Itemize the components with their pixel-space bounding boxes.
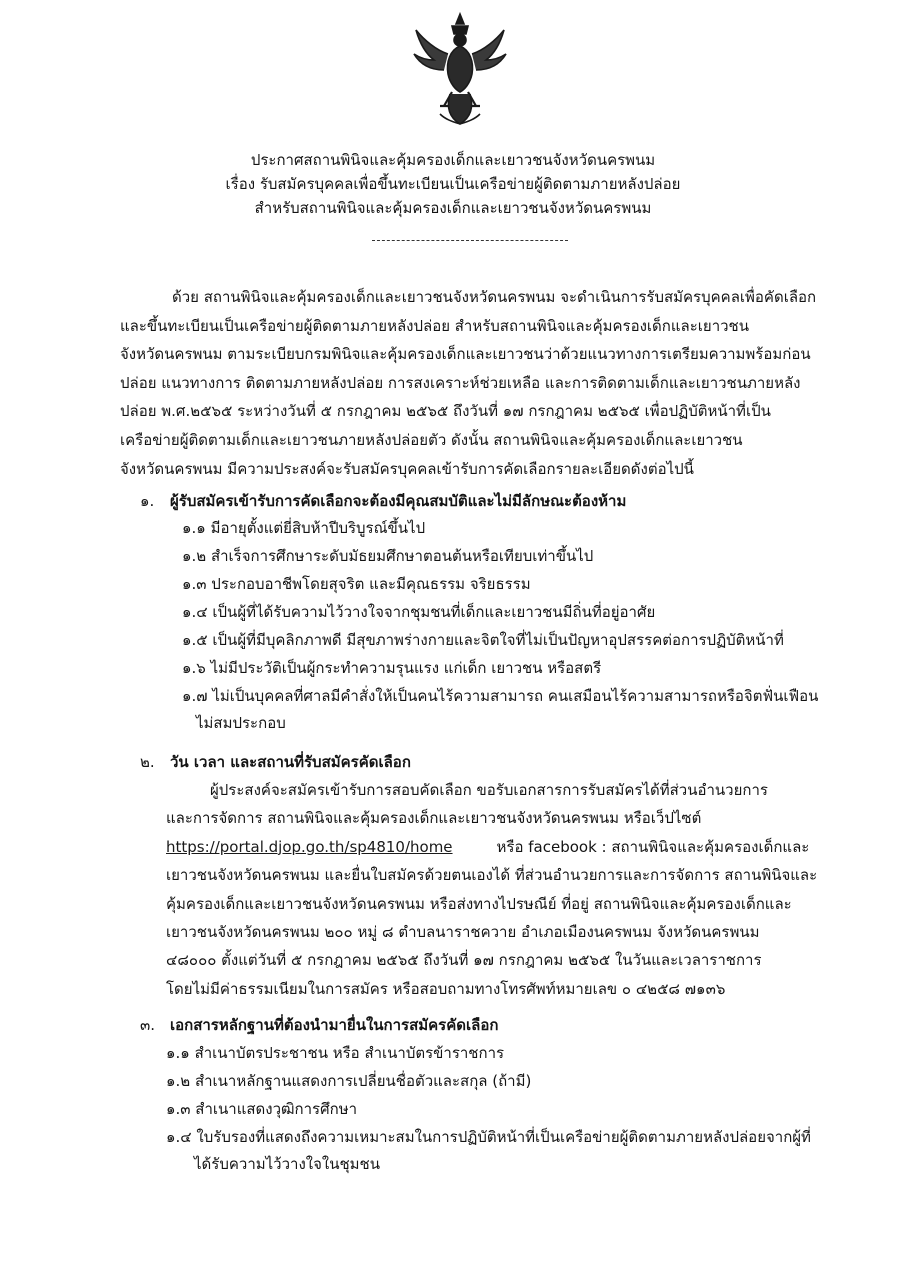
list-item: ๑.๒ สำเร็จการศึกษาระดับมัธยมศึกษาตอนต้นหรือเทียบเท่าขึ้นไป <box>182 547 594 565</box>
intro-line: จังหวัดนครพนม ตามระเบียบกรมพินิจและคุ้มครองเด็กและเยาวชนว่าด้วยแนวทางการเตรียมความพร้อมก่อน <box>120 345 811 364</box>
body-line: และการจัดการ สถานพินิจและคุ้มครองเด็กและเยาวชนจังหวัดนครพนม หรือเว็ปไซต์ <box>166 809 702 828</box>
section-2-heading <box>140 748 411 776</box>
garuda-emblem-icon <box>410 10 510 128</box>
body-line: เยาวชนจังหวัดนครพนม และยื่นใบสมัครด้วยตนเองได้ ที่ส่วนอำนวยการและการจัดการ สถานพินิจและ <box>166 866 818 885</box>
body-line: เยาวชนจังหวัดนครพนม ๒๐๐ หมู่ ๘ ตำบลนาราชควาย อำเภอเมืองนครพนม จังหวัดนครพนม <box>166 923 760 942</box>
body-line: ๔๘๐๐๐ ตั้งแต่วันที่ ๕ กรกฎาคม ๒๕๖๕ ถึงวันที่ ๑๗ กรกฎาคม ๒๕๖๕ ในวันและเวลาราชการ <box>166 951 762 970</box>
header-divider <box>372 240 568 241</box>
header-scope: สำหรับสถานพินิจและคุ้มครองเด็กและเยาวชนจังหวัดนครพนม <box>254 199 652 217</box>
intro-line: ปล่อย แนวทางการ ติดตามภายหลังปล่อย การสงเคราะห์ช่วยเหลือ และการติดตามเด็กและเยาวชนภายหลัง <box>120 373 801 392</box>
list-item: ๑.๓ สำเนาแสดงวุฒิการศึกษา <box>166 1100 358 1118</box>
list-item: ๑.๕ เป็นผู้ที่มีบุคลิกภาพดี มีสุขภาพร่างกายและจิตใจที่ไม่เป็นปัญหาอุปสรรคต่อการปฏิบัติหน้าที่ <box>182 631 784 649</box>
body-text: หรือ facebook : สถานพินิจและคุ้มครองเด็กและ <box>496 837 810 856</box>
list-item: ๑.๑ มีอายุตั้งแต่ยี่สิบห้าปีบริบูรณ์ขึ้นไป <box>182 519 426 537</box>
body-line: ผู้ประสงค์จะสมัครเข้ารับการสอบคัดเลือก ขอรับเอกสารการรับสมัครได้ที่ส่วนอำนวยการ <box>210 781 768 799</box>
section-2-body <box>166 776 822 1003</box>
section-3-heading <box>140 1011 498 1039</box>
intro-line: ปล่อย พ.ศ.๒๕๖๕ ระหว่างวันที่ ๕ กรกฎาคม ๒๕๖๕ ถึงวันที่ ๑๗ กรกฎาคม ๒๕๖๕ เพื่อปฏิบัติหน้าที่เป็น <box>120 402 771 421</box>
intro-line: ด้วย สถานพินิจและคุ้มครองเด็กและเยาวชนจังหวัดนครพนม จะดำเนินการรับสมัครบุคคลเพื่อคัดเลือก <box>172 288 817 306</box>
section-number: ๑. <box>140 492 155 510</box>
section-number: ๒. <box>140 753 155 771</box>
section-title: ผู้รับสมัครเข้ารับการคัดเลือกจะต้องมีคุณสมบัติและไม่มีลักษณะต้องห้าม <box>170 492 627 510</box>
list-item: ๑.๗ ไม่เป็นบุคคลที่ศาลมีคำสั่งให้เป็นคนไร้ความสามารถ คนเสมือนไร้ความสามารถหรือจิตฟั่นเฟือน <box>182 687 819 705</box>
list-item: ๑.๔ เป็นผู้ที่ได้รับความไว้วางใจจากชุมชนที่เด็กและเยาวชนมีถิ่นที่อยู่อาศัย <box>182 603 656 621</box>
list-item: ๑.๖ ไม่มีประวัติเป็นผู้กระทำความรุนแรง แก่เด็ก เยาวชน หรือสตรี <box>182 659 602 677</box>
list-item: ๑.๔ ใบรับรองที่แสดงถึงความเหมาะสมในการปฏิบัติหน้าที่เป็นเครือข่ายผู้ติดตามภายหลังปล่อยจากผู้ที่ <box>166 1128 811 1146</box>
intro-paragraph <box>120 283 826 483</box>
header-title: ประกาศสถานพินิจและคุ้มครองเด็กและเยาวชนจังหวัดนครพนม <box>250 151 656 169</box>
body-line-with-link <box>166 833 822 861</box>
section-title: วัน เวลา และสถานที่รับสมัครคัดเลือก <box>170 753 411 771</box>
list-item-continuation: ไม่สมประกอบ <box>196 714 286 732</box>
list-item: ๑.๓ ประกอบอาชีพโดยสุจริต และมีคุณธรรม จริยธรรม <box>182 575 531 593</box>
announcement-header <box>0 148 906 220</box>
list-item-continuation: ได้รับความไว้วางใจในชุมชน <box>194 1155 380 1173</box>
list-item: ๑.๑ สำเนาบัตรประชาชน หรือ สำเนาบัตรข้าราชการ <box>166 1044 505 1062</box>
body-line: คุ้มครองเด็กและเยาวชนจังหวัดนครพนม หรือส่งทางไปรษณีย์ ที่อยู่ สถานพินิจและคุ้มครองเด็กและ <box>166 894 792 913</box>
body-line: โดยไม่มีค่าธรรมเนียมในการสมัคร หรือสอบถามทางโทรศัพท์หมายเลข ๐ ๔๒๕๘ ๗๑๓๖ <box>166 979 726 998</box>
website-link[interactable]: https://portal.djop.go.th/sp4810/home <box>166 837 453 856</box>
list-item: ๑.๒ สำเนาหลักฐานแสดงการเปลี่ยนชื่อตัวและสกุล (ถ้ามี) <box>166 1072 532 1090</box>
header-subject: เรื่อง รับสมัครบุคคลเพื่อขึ้นทะเบียนเป็นเครือข่ายผู้ติดตามภายหลังปล่อย <box>225 175 681 193</box>
section-title: เอกสารหลักฐานที่ต้องนำมายื่นในการสมัครคัดเลือก <box>170 1016 499 1034</box>
section-number: ๓. <box>140 1016 156 1034</box>
intro-line: จังหวัดนครพนม มีความประสงค์จะรับสมัครบุคคลเข้ารับการคัดเลือกรายละเอียดดังต่อไปนี้ <box>120 459 694 478</box>
intro-line: เครือข่ายผู้ติดตามเด็กและเยาวชนภายหลังปล่อยตัว ดังนั้น สถานพินิจและคุ้มครองเด็กและเยาวชน <box>120 430 743 449</box>
section-1-heading <box>140 487 626 515</box>
intro-line: และขึ้นทะเบียนเป็นเครือข่ายผู้ติดตามภายหลังปล่อย สำหรับสถานพินิจและคุ้มครองเด็กและเยาวชน <box>120 316 749 335</box>
